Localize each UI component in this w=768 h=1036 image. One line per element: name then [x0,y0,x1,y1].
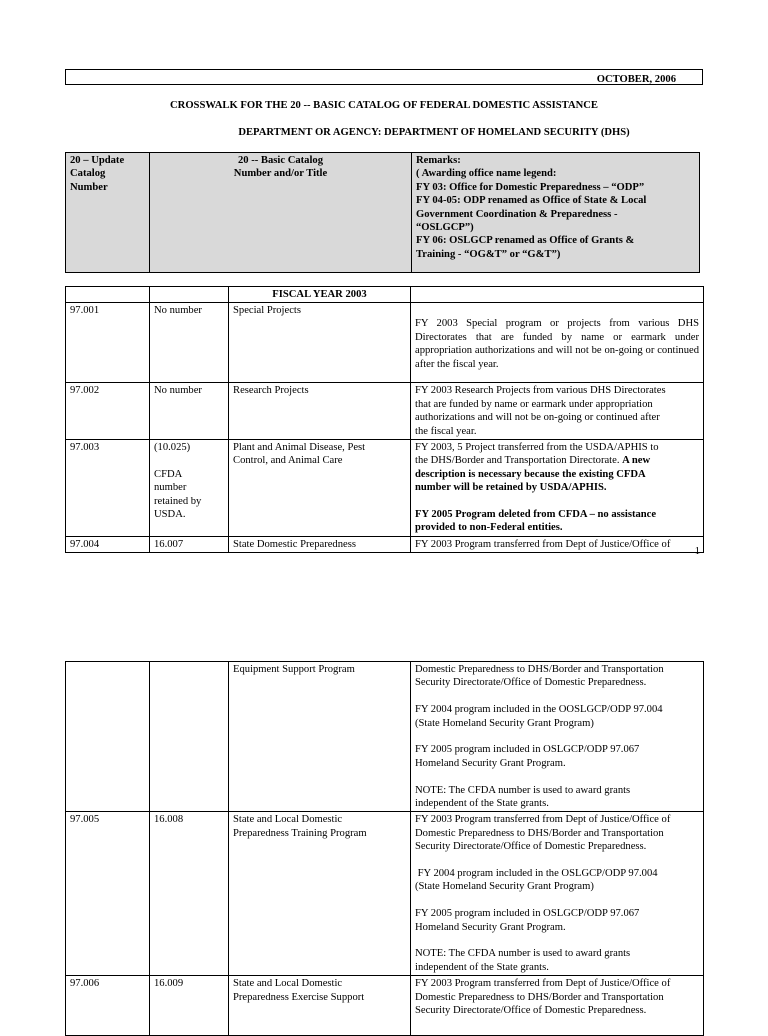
agency-line: DEPARTMENT OR AGENCY: DEPARTMENT OF HOMELAND SECURITY (DHS) [238,127,630,138]
remarks-line: FY 2003, 5 Project transferred from the USDA/APHIS to [415,442,659,454]
remarks [411,662,704,812]
remarks-line: FY 2004 program included in the OSLGCP/ODP 97.004 [415,868,658,880]
remarks-line: that are funded by name or earmark under appropriation [415,398,653,410]
remarks [411,383,704,440]
old-number-line: USDA. [154,509,186,521]
catalog-number: 97.002 [66,383,150,440]
old-number: 16.009 [150,976,229,1036]
catalog-number: 97.004 [66,536,150,552]
catalog-number: 97.005 [66,812,150,976]
remarks-line: provided to non-Federal entities. [415,522,563,534]
remarks-line: (State Homeland Security Grant Program) [415,717,594,729]
remarks-line: FY 2003 Program transferred from Dept of Justice/Office of [415,978,671,990]
remarks-line: the fiscal year. [415,425,477,437]
catalog-number: 97.001 [66,303,150,383]
table-row [66,812,704,976]
legend-text: Number and/or Title [233,168,328,180]
crosswalk-table-page-1 [65,286,704,553]
legend-text: Training - “OG&T” or “G&T”) [416,248,561,260]
remarks-line: Security Directorate/Office of Domestic Preparedness. [415,841,647,853]
table-row [66,662,704,812]
remarks [411,303,704,383]
remarks-line: description is necessary because the existing CFDA [415,468,646,480]
title-line: State and Local Domestic [233,814,343,826]
program-title [229,812,411,976]
remarks-line: NOTE: The CFDA number is used to award grants [415,948,631,960]
table-row [66,440,704,537]
remarks-line [415,454,699,467]
remarks-line: NOTE: The CFDA number is used to award grants [415,784,631,796]
remarks-line: independent of the State grants. [415,798,549,810]
legend-text: 20 – Update [70,155,125,166]
date-box [65,69,703,85]
legend-text: FY 06: OSLGCP renamed as Office of Grants & [416,235,635,247]
program-title: Research Projects [229,383,411,440]
title-line: Control, and Animal Care [233,455,343,467]
remarks-line: FY 2003 Research Projects from various DHS Directorates [415,385,666,397]
remarks-bold-text: A new [622,455,651,467]
remarks: FY 2003 Program transferred from Dept of Justice/Office of [411,536,704,552]
remarks-line: FY 2005 program included in OSLGCP/ODP 97.067 [415,744,640,756]
legend-col-basic-catalog [150,153,412,273]
old-number-line: CFDA [154,468,183,480]
old-number: No number [150,303,229,383]
legend-text: Government Coordination & Preparedness - [416,208,618,220]
remarks [411,440,704,537]
table-row [66,383,704,440]
table-row [66,976,704,1036]
remarks-line: independent of the State grants. [415,961,549,973]
table-row [66,303,704,383]
catalog-number: 97.006 [66,976,150,1036]
crosswalk-table-page-2 [65,661,704,1036]
remarks [411,812,704,976]
remarks-line: Security Directorate/Office of Domestic Preparedness. [415,1005,647,1017]
document-date: OCTOBER, 2006 [596,74,676,85]
program-title [229,440,411,537]
remarks-text: FY 2003 Special program or projects from various DHS Directorates that are funded by name or earmark under appropriation authorizations and will not be on-going or continued after the fiscal year. [415,318,699,370]
table-row [66,536,704,552]
page-number: 1 [694,546,700,557]
catalog-number [66,662,150,812]
remarks-line: (State Homeland Security Grant Program) [415,881,594,893]
old-number: 16.007 [150,536,229,552]
remarks-line: Domestic Preparedness to DHS/Border and Transportation [415,991,664,1003]
old-number-line: retained by [154,495,202,507]
remarks-line: Domestic Preparedness to DHS/Border and Transportation [415,664,664,675]
old-number: 16.008 [150,812,229,976]
catalog-number: 97.003 [66,440,150,537]
table-cell [150,287,229,303]
legend-text: FY 03: Office for Domestic Preparedness – “ODP” [416,181,645,193]
title-line: State and Local Domestic [233,978,343,990]
remarks-text: the DHS/Border and Transportation Directorate. [415,455,623,467]
table-cell [411,287,704,303]
remarks-line: number will be retained by USDA/APHIS. [415,482,607,494]
program-title: Equipment Support Program [229,662,411,812]
legend-text: 20 -- Basic Catalog [237,155,324,166]
legend-text: FY 04-05: ODP renamed as Office of State & Local [416,195,647,207]
remarks-line: FY 2004 program included in the OOSLGCP/ODP 97.004 [415,704,663,716]
remarks-line: Domestic Preparedness to DHS/Border and Transportation [415,827,664,839]
old-number-line: (10.025) [154,442,191,454]
title-line: Plant and Animal Disease, Pest [233,442,366,454]
fiscal-year-heading: FISCAL YEAR 2003 [229,287,411,303]
legend-text: Number [70,181,108,193]
title-line: Preparedness Training Program [233,827,367,839]
legend-text: “OSLGCP”) [416,222,474,234]
old-number-line: number [154,482,187,494]
remarks-line: authorizations and will not be on-going or continued after [415,412,660,424]
program-title: State Domestic Preparedness [229,536,411,552]
legend-table [65,152,700,273]
legend-col-remarks [412,153,700,273]
document-title: CROSSWALK FOR THE 20 -- BASIC CATALOG OF FEDERAL DOMESTIC ASSISTANCE [170,100,598,111]
program-title: Special Projects [229,303,411,383]
remarks-line: FY 2003 Program transferred from Dept of Justice/Office of [415,814,671,826]
legend-text: ( Awarding office name legend: [416,168,557,180]
legend-col-update-number [66,153,150,273]
program-title [229,976,411,1036]
old-number [150,440,229,537]
legend-text: Catalog [70,168,106,180]
remarks [411,976,704,1036]
old-number [150,662,229,812]
remarks-line: FY 2005 program included in OSLGCP/ODP 97.067 [415,908,640,920]
remarks-line: Homeland Security Grant Program. [415,921,566,933]
legend-text: Remarks: [416,155,461,166]
remarks-line: FY 2005 Program deleted from CFDA – no assistance [415,509,657,521]
table-cell [66,287,150,303]
old-number: No number [150,383,229,440]
remarks-line: Security Directorate/Office of Domestic Preparedness. [415,677,647,689]
title-line: Preparedness Exercise Support [233,991,365,1003]
remarks-line: Homeland Security Grant Program. [415,757,566,769]
